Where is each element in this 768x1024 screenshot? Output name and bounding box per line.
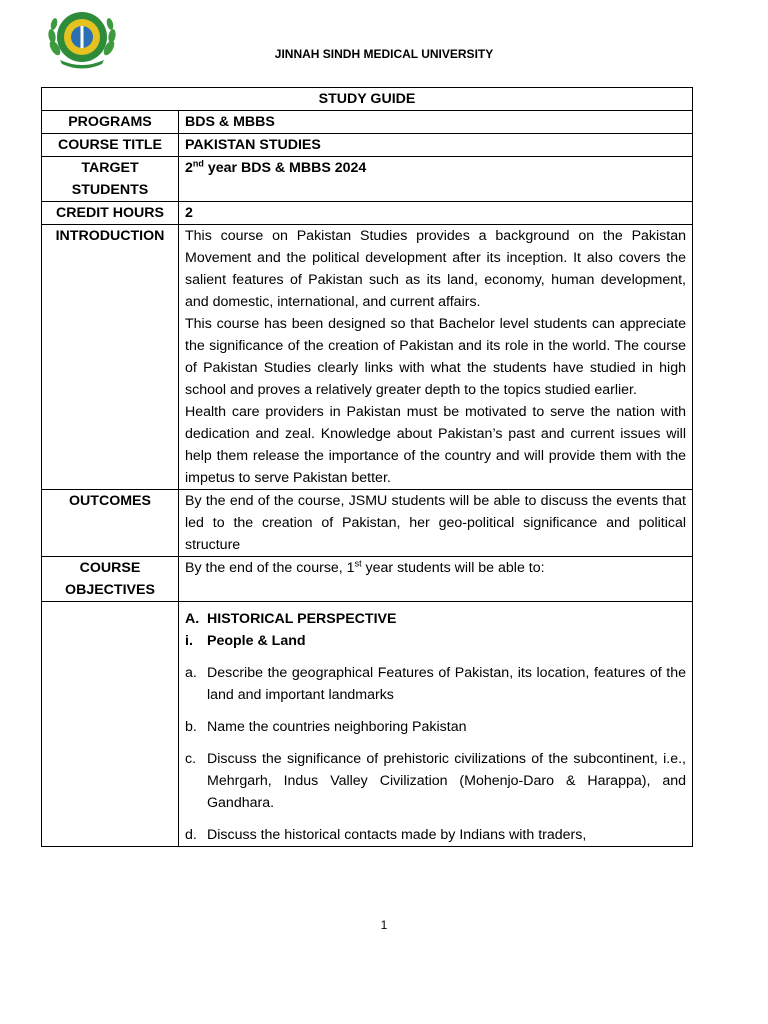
outcomes-label: OUTCOMES bbox=[42, 490, 179, 557]
introduction-text bbox=[179, 225, 693, 490]
introduction-label: INTRODUCTION bbox=[42, 225, 179, 490]
credit-hours-label: CREDIT HOURS bbox=[42, 202, 179, 225]
course-title-label: COURSE TITLE bbox=[42, 134, 179, 157]
section-heading: A. HISTORICAL PERSPECTIVE bbox=[185, 611, 397, 627]
target-students-value: 2nd year BDS & MBBS 2024 bbox=[179, 157, 693, 202]
study-guide-table bbox=[41, 87, 693, 847]
objectives-content bbox=[179, 602, 693, 847]
list-item: b. Name the countries neighboring Pakistan bbox=[185, 719, 467, 735]
outcomes-text: By the end of the course, JSMU students will be able to discuss the events that led to the creation of Pakistan, her geo-political significance and political structure bbox=[179, 490, 693, 557]
course-objectives-text: By the end of the course, 1st year students will be able to: bbox=[179, 557, 693, 602]
table-title: STUDY GUIDE bbox=[42, 88, 693, 111]
empty-label-cell bbox=[42, 602, 179, 847]
page-number: 1 bbox=[380, 918, 388, 932]
university-name: JINNAH SINDH MEDICAL UNIVERSITY bbox=[274, 47, 494, 61]
introduction-paragraph: This course has been designed so that Bachelor level students can appreciate the significance of the creation of Pakistan and its role in the world. The course of Pakistan Studies clearly links with what the students have studied in high school and proves a relatively greater depth to the topics studied earlier. bbox=[185, 316, 686, 398]
course-title-value: PAKISTAN STUDIES bbox=[179, 134, 693, 157]
introduction-paragraph: Health care providers in Pakistan must be motivated to serve the nation with dedication and zeal. Knowledge about Pakistan’s past and current issues will help them release the importance of the country and will provide them with the impetus to serve Pakistan better. bbox=[185, 404, 686, 486]
credit-hours-value: 2 bbox=[179, 202, 693, 225]
programs-label: PROGRAMS bbox=[42, 111, 179, 134]
target-students-label: TARGET STUDENTS bbox=[42, 157, 179, 202]
subsection-heading: i. People & Land bbox=[185, 633, 306, 649]
list-item: c. Discuss the significance of prehistoric civilizations of the subcontinent, i.e., Mehrgarh, Indus Valley Civilization (Mohenjo-Daro & Harappa), and Gandhara. bbox=[185, 751, 686, 811]
introduction-paragraph: This course on Pakistan Studies provides a background on the Pakistan Movement and the political development after its inception. It also covers the salient features of Pakistan such as its land, economy, human development, and domestic, international, and current affairs. bbox=[185, 228, 686, 310]
list-item: d. Discuss the historical contacts made by Indians with traders, bbox=[185, 827, 587, 843]
course-objectives-label: COURSE OBJECTIVES bbox=[42, 557, 179, 602]
programs-value: BDS & MBBS bbox=[179, 111, 693, 134]
list-item: a. Describe the geographical Features of Pakistan, its location, features of the land and important landmarks bbox=[185, 665, 686, 703]
